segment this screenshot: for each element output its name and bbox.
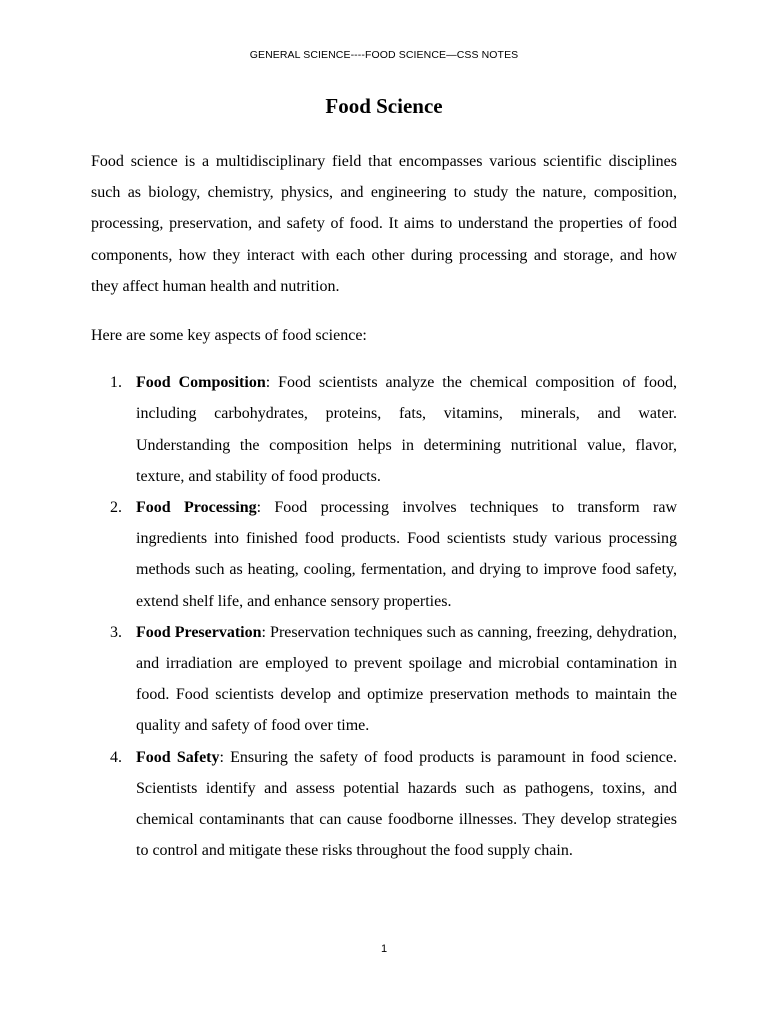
list-item — [91, 367, 677, 492]
intro-paragraph: Food science is a multidisciplinary field that encompasses various scientific disciplines such as biology, chemistry, physics, and engineering to study the nature, composition, processing, preservation, and safety of food. It aims to understand the properties of food components, how they interact with each other during processing and storage, and how they affect human health and nutrition. — [91, 153, 677, 295]
list-item — [91, 492, 677, 617]
page-number: 1 — [380, 943, 388, 955]
list-item-text: : Ensuring the safety of food products is paramount in food science. Scientists identify and assess potential hazards such as pathogens, toxins, and chemical contaminants that can cause foodborne illnesses. They develop strategies to control and mitigate these risks throughout the food supply chain. — [136, 748, 678, 860]
key-aspects-list — [91, 367, 677, 866]
list-item-text: : Preservation techniques such as canning, freezing, dehydration, and irradiation are employed to prevent spoilage and microbial contamination in food. Food scientists develop and optimize preservation methods to maintain the quality and safety of food over time. — [136, 623, 677, 735]
list-item-title: Food Processing — [136, 499, 257, 517]
page-header: GENERAL SCIENCE----FOOD SCIENCE—CSS NOTES — [249, 49, 519, 61]
list-item-title: Food Preservation — [136, 623, 262, 641]
page-title: Food Science — [325, 94, 443, 118]
list-item-text: : Food processing involves techniques to transform raw ingredients into finished food products. Food scientists study various processing methods such as heating, cooling, fermentation, and drying to improve food safety, extend shelf life, and enhance sensory properties. — [136, 499, 677, 610]
list-item-number: 3. — [110, 623, 122, 641]
list-item-number: 4. — [110, 748, 122, 766]
document-body — [91, 146, 677, 866]
list-item — [91, 617, 677, 742]
lead-paragraph: Here are some key aspects of food science: — [91, 327, 367, 345]
list-item-text: : Food scientists analyze the chemical composition of food, including carbohydrates, proteins, fats, vitamins, minerals, and water. Understanding the composition helps in determining nutritional value, flavor, texture, and stability of food products. — [136, 374, 677, 485]
list-item-number: 1. — [110, 374, 122, 392]
list-item-title: Food Safety — [136, 748, 220, 766]
list-item-title: Food Composition — [136, 374, 266, 392]
list-item — [91, 742, 677, 867]
list-item-number: 2. — [110, 499, 122, 517]
